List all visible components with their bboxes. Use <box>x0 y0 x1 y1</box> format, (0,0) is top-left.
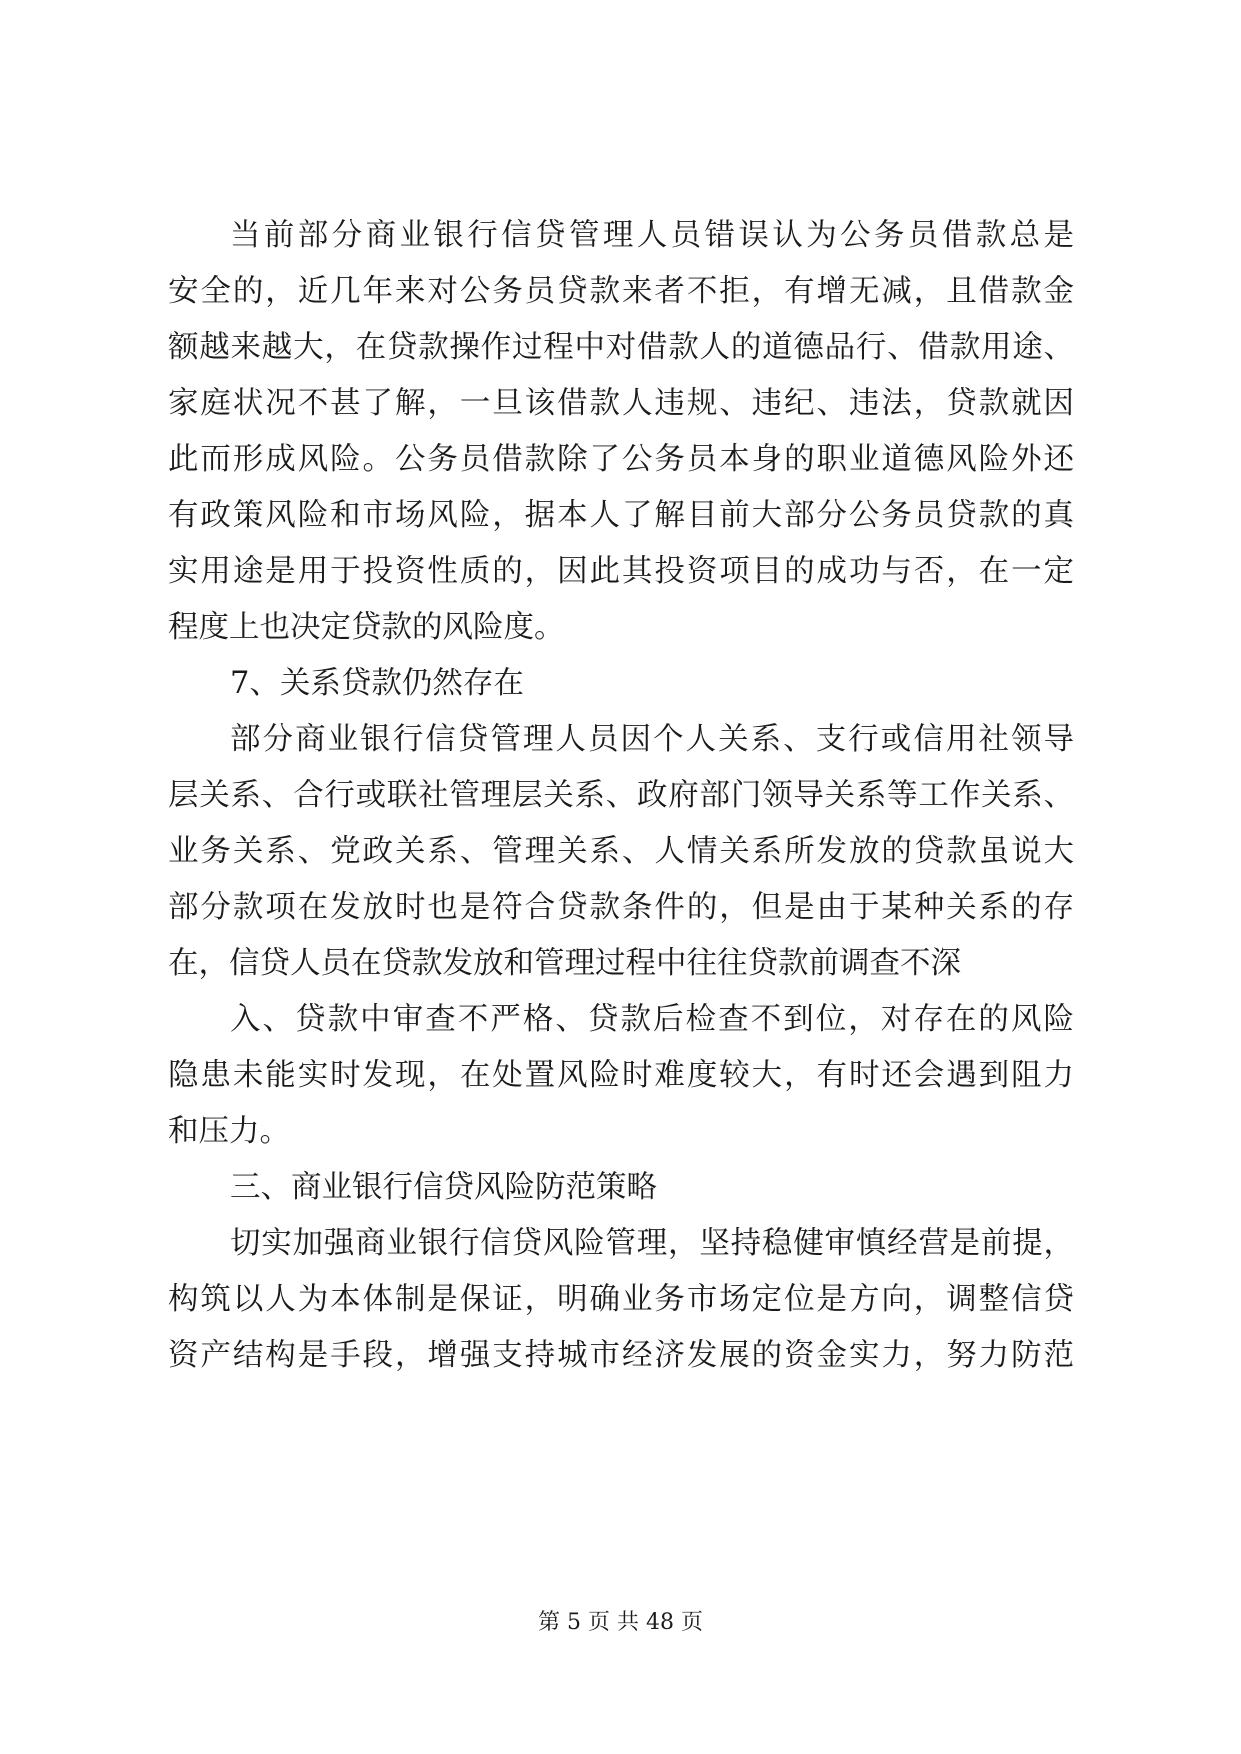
paragraph-line: 部分商业银行信贷管理人员因个人关系、支行或信用社领导 <box>230 722 1074 757</box>
paragraph-line: 家庭状况不甚了解，一旦该借款人违规、违纪、违法，贷款就因 <box>168 386 1074 421</box>
paragraph-line: 实用途是用于投资性质的，因此其投资项目的成功与否，在一定 <box>168 554 1074 589</box>
paragraph-line: 入、贷款中审查不严格、贷款后检查不到位，对存在的风险 <box>230 1002 1074 1037</box>
paragraph-line: 层关系、合行或联社管理层关系、政府部门领导关系等工作关系、 <box>168 778 1074 813</box>
paragraph-line: 在，信贷人员在贷款发放和管理过程中往往贷款前调查不深 <box>168 946 961 981</box>
paragraph-line: 额越来越大，在贷款操作过程中对借款人的道德品行、借款用途、 <box>168 330 1074 365</box>
section-heading: 三、商业银行信贷风险防范策略 <box>230 1170 657 1205</box>
paragraph-line: 和压力。 <box>168 1114 290 1149</box>
paragraph-line: 程度上也决定贷款的风险度。 <box>168 610 565 645</box>
paragraph-line: 构筑以人为本体制是保证，明确业务市场定位是方向，调整信贷 <box>168 1282 1074 1317</box>
paragraph-line: 隐患未能实时发现，在处置风险时难度较大，有时还会遇到阻力 <box>168 1058 1074 1093</box>
page-number-footer: 第 5 页 共 48 页 <box>538 1610 703 1635</box>
paragraph-line: 当前部分商业银行信贷管理人员错误认为公务员借款总是 <box>230 218 1074 253</box>
section-heading: 7、关系贷款仍然存在 <box>230 666 524 701</box>
paragraph-line: 有政策风险和市场风险，据本人了解目前大部分公务员贷款的真 <box>168 498 1074 533</box>
paragraph-line: 此而形成风险。公务员借款除了公务员本身的职业道德风险外还 <box>168 442 1074 477</box>
paragraph-line: 资产结构是手段，增强支持城市经济发展的资金实力，努力防范 <box>168 1338 1074 1373</box>
paragraph-line: 业务关系、党政关系、管理关系、人情关系所发放的贷款虽说大 <box>168 834 1074 869</box>
paragraph-line: 安全的，近几年来对公务员贷款来者不拒，有增无减，且借款金 <box>168 274 1074 309</box>
paragraph-line: 切实加强商业银行信贷风险管理，坚持稳健审慎经营是前提， <box>230 1226 1074 1261</box>
paragraph-line: 部分款项在发放时也是符合贷款条件的，但是由于某种关系的存 <box>168 890 1074 925</box>
